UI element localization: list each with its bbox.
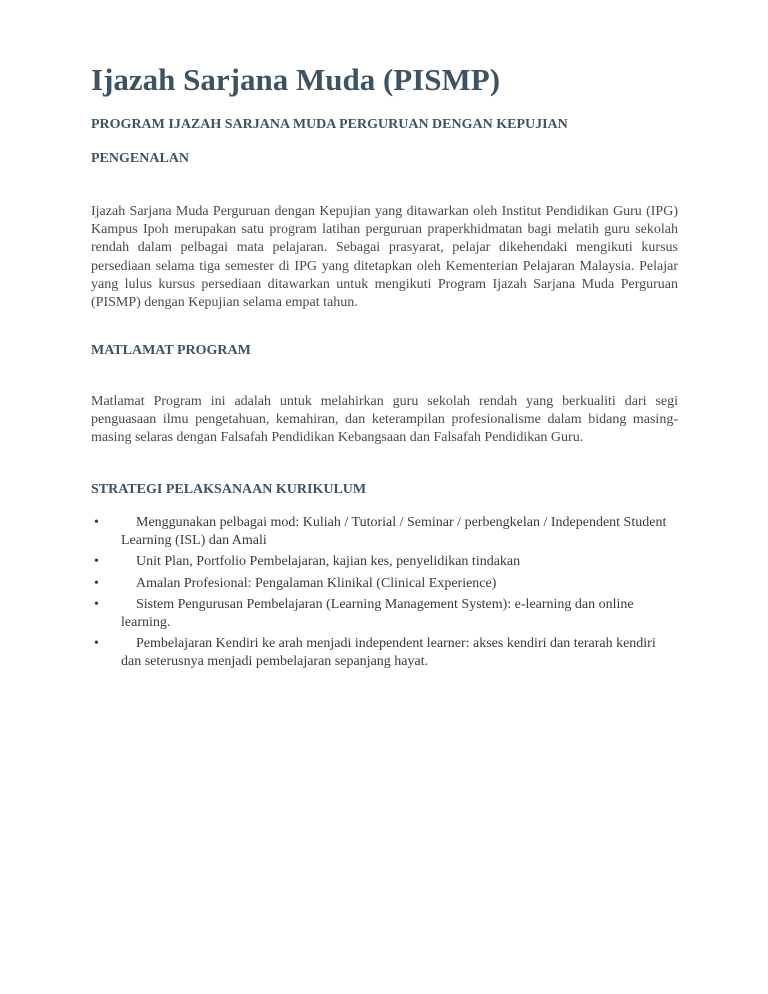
list-item <box>91 596 678 631</box>
bullet-icon: • <box>94 597 99 612</box>
bullet-icon: • <box>94 575 99 591</box>
section-body-pengenalan: Ijazah Sarjana Muda Perguruan dengan Kepujian yang ditawarkan oleh Institut Pendidikan Guru (IPG) Kampus Ipoh merupakan satu program latihan perguruan praperkhidmatan bagi melatih guru sekolah rendah dalam pelbagai mata pelajaran. Sebagai prasyarat, pelajar dikehendaki mengikuti kursus persediaan selama tiga semester di IPG yang ditetapkan oleh Kementerian Pelajaran Malaysia. Pelajar yang lulus kursus persediaan ditawarkan untuk mengikuti Program Ijazah Sarjana Muda Perguruan (PISMP) dengan Kepujian selama empat tahun. <box>91 204 678 311</box>
list-item-text: Sistem Pengurusan Pembelajaran (Learning Management System): e-learning dan online learning. <box>121 597 634 630</box>
section-heading-pengenalan: PENGENALAN <box>91 151 190 166</box>
section-heading-matlamat: MATLAMAT PROGRAM <box>91 343 251 358</box>
strategy-bullet-list <box>91 514 678 674</box>
list-item <box>91 514 678 549</box>
list-item <box>91 575 678 593</box>
section-body-matlamat: Matlamat Program ini adalah untuk melahirkan guru sekolah rendah yang berkualiti dari segi penguasaan ilmu pengetahuan, kemahiran, dan keterampilan profesionalisme dalam bidang masing-masing selaras dengan Falsafah Pendidikan Kebangsaan dan Falsafah Pendidikan Guru. <box>91 394 678 446</box>
list-item <box>91 635 678 670</box>
page-title: Ijazah Sarjana Muda (PISMP) <box>91 62 501 97</box>
list-item <box>91 553 678 571</box>
bullet-icon: • <box>94 636 99 651</box>
list-item-text: Unit Plan, Portfolio Pembelajaran, kajian kes, penyelidikan tindakan <box>136 554 521 569</box>
list-item-text: Menggunakan pelbagai mod: Kuliah / Tutorial / Seminar / perbengkelan / Independent Student Learning (ISL) dan Amali <box>121 515 667 548</box>
section-heading-strategi: STRATEGI PELAKSANAAN KURIKULUM <box>91 482 367 497</box>
bullet-icon: • <box>94 515 99 530</box>
bullet-icon: • <box>94 554 99 569</box>
list-item-text: Amalan Profesional: Pengalaman Klinikal (Clinical Experience) <box>136 575 497 591</box>
list-item-text: Pembelajaran Kendiri ke arah menjadi independent learner: akses kendiri dan terarah kendiri dan seterusnya menjadi pembelajaran sepanjang hayat. <box>121 636 656 669</box>
program-subtitle: PROGRAM IJAZAH SARJANA MUDA PERGURUAN DENGAN KEPUJIAN <box>91 117 568 132</box>
